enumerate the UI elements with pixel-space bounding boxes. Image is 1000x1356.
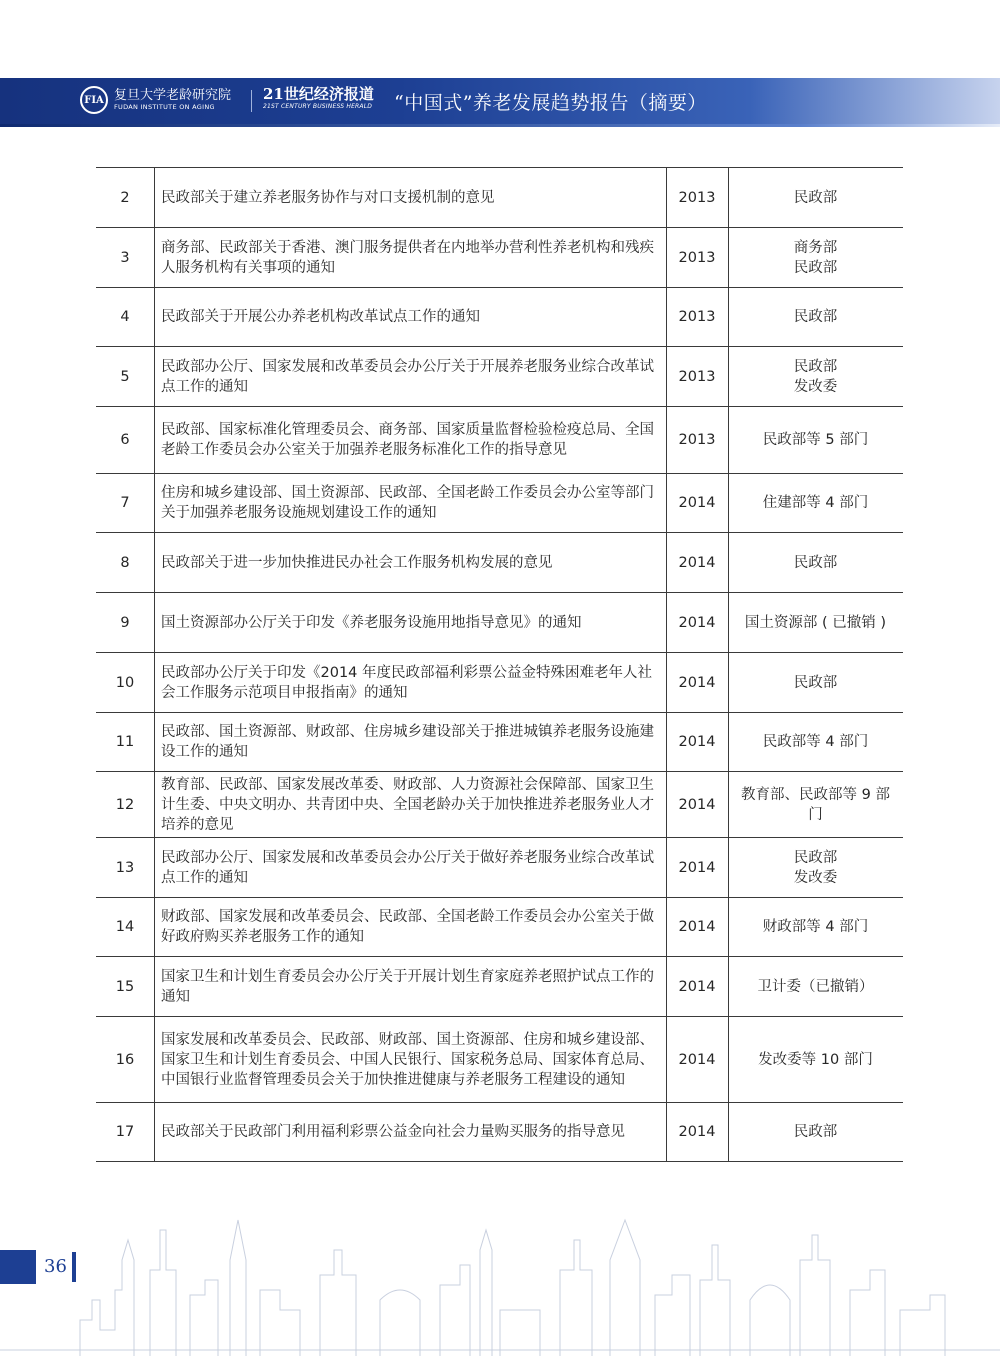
policy-title-text: 住房和城乡建设部、国土资源部、民政部、全国老龄工作委员会办公室等部门关于加强养老服务设施规划建设工作的通知 <box>161 485 654 521</box>
column-divider <box>154 653 155 712</box>
row-number <box>96 1103 154 1161</box>
policy-year-text: 2014 <box>678 1051 716 1068</box>
policy-title <box>154 407 666 473</box>
policy-title-text: 民政部、国土资源部、财政部、住房城乡建设部关于推进城镇养老服务设施建设工作的通知 <box>161 724 654 760</box>
column-divider <box>728 957 729 1016</box>
policy-title-text: 国土资源部办公厅关于印发《养老服务设施用地指导意见》的通知 <box>161 614 582 631</box>
column-divider <box>728 653 729 712</box>
policy-year <box>666 898 728 956</box>
policy-year <box>666 228 728 287</box>
policy-title <box>154 288 666 346</box>
row-number <box>96 474 154 532</box>
policy-title-text: 商务部、民政部关于香港、澳门服务提供者在内地举办营利性养老机构和残疾人服务机构有关事项的通知 <box>161 239 654 276</box>
policy-year <box>666 713 728 771</box>
column-divider <box>154 228 155 287</box>
row-number <box>96 347 154 406</box>
table-row <box>96 1016 903 1102</box>
issuing-department <box>728 288 903 346</box>
issuing-department <box>728 957 903 1016</box>
column-divider <box>666 347 667 406</box>
row-number-text: 3 <box>120 249 130 266</box>
column-divider <box>666 407 667 473</box>
newspaper-name-cn: 21世纪经济报道 <box>263 85 374 103</box>
table-row <box>96 592 903 652</box>
issuing-department <box>728 474 903 532</box>
column-divider <box>666 772 667 837</box>
issuing-department-text: 发改委等 10 部门 <box>758 1051 873 1068</box>
column-divider <box>728 593 729 652</box>
column-divider <box>728 407 729 473</box>
header-divider <box>251 90 252 112</box>
policy-year <box>666 957 728 1016</box>
issuing-department <box>728 838 903 897</box>
policy-year-text: 2014 <box>678 919 716 935</box>
policy-year-text: 2014 <box>678 554 716 571</box>
logo-text: FIA <box>84 94 104 106</box>
page-number-bar <box>0 1250 36 1284</box>
issuing-department-text: 民政部 <box>793 309 838 325</box>
policy-year-text: 2014 <box>678 859 716 876</box>
column-divider <box>154 957 155 1016</box>
row-number <box>96 168 154 227</box>
column-divider <box>728 533 729 592</box>
row-number <box>96 288 154 346</box>
column-divider <box>728 228 729 287</box>
table-row <box>96 712 903 771</box>
table-row <box>96 837 903 897</box>
table-row <box>96 346 903 406</box>
newspaper-name <box>263 86 374 111</box>
issuing-department <box>728 593 903 652</box>
policy-year-text: 2013 <box>678 368 716 385</box>
policy-title <box>154 228 666 287</box>
policy-title-text: 教育部、民政部、国家发展改革委、财政部、人力资源社会保障部、国家卫生计生委、中央文明办、共青团中央、全国老龄办关于加快推进养老服务业人才培养的意见 <box>161 776 654 833</box>
report-title: “中国式”养老发展趋势报告（摘要） <box>394 92 707 114</box>
column-divider <box>728 898 729 956</box>
row-number-text: 6 <box>120 432 130 448</box>
policy-year <box>666 347 728 406</box>
row-number-text: 15 <box>115 978 135 995</box>
policy-title-text: 财政部、国家发展和改革委员会、民政部、全国老龄工作委员会办公室关于做好政府购买养老服务工作的通知 <box>161 909 654 945</box>
table-row <box>96 287 903 346</box>
policy-year-text: 2013 <box>678 432 716 448</box>
policy-table <box>96 167 903 1162</box>
row-number-text: 4 <box>120 309 130 325</box>
column-divider <box>728 838 729 897</box>
row-number <box>96 957 154 1016</box>
newspaper-name-en: 21ST CENTURY BUSINESS HERALD <box>263 103 373 110</box>
policy-year <box>666 593 728 652</box>
policy-title <box>154 957 666 1016</box>
issuing-department-text: 民政部 发改委 <box>793 358 838 395</box>
row-number-text: 13 <box>115 859 135 876</box>
policy-year-text: 2014 <box>678 495 716 511</box>
row-number <box>96 593 154 652</box>
institute-name-cn: 复旦大学老龄研究院 <box>114 88 232 103</box>
row-number-text: 14 <box>115 919 135 935</box>
policy-title <box>154 772 666 837</box>
issuing-department-text: 民政部 <box>793 1124 838 1140</box>
issuing-department-text: 民政部 发改委 <box>793 849 838 886</box>
issuing-department <box>728 168 903 227</box>
policy-title <box>154 1017 666 1102</box>
row-number <box>96 407 154 473</box>
column-divider <box>666 168 667 227</box>
table-row <box>96 473 903 532</box>
header-underline <box>0 124 1000 127</box>
issuing-department <box>728 713 903 771</box>
policy-title-text: 国家发展和改革委员会、民政部、财政部、国土资源部、住房和城乡建设部、国家卫生和计划生育委员会、中国人民银行、国家税务总局、国家体育总局、中国银行业监督管理委员会关于加快推进健康与养老服务工程建设的通知 <box>161 1031 654 1088</box>
column-divider <box>666 288 667 346</box>
policy-title-text: 民政部关于开展公办养老机构改革试点工作的通知 <box>161 309 480 325</box>
row-number-text: 5 <box>120 368 130 385</box>
row-number-text: 7 <box>120 495 130 511</box>
policy-year <box>666 838 728 897</box>
column-divider <box>154 838 155 897</box>
column-divider <box>154 168 155 227</box>
issuing-department-text: 住建部等 4 部门 <box>762 495 869 511</box>
issuing-department-text: 卫计委（已撤销） <box>757 978 874 995</box>
policy-year-text: 2014 <box>678 674 716 691</box>
policy-title <box>154 653 666 712</box>
issuing-department-text: 民政部 <box>793 674 838 691</box>
row-number <box>96 898 154 956</box>
column-divider <box>728 288 729 346</box>
policy-title-text: 民政部、国家标准化管理委员会、商务部、国家质量监督检验检疫总局、全国老龄工作委员会办公室关于加强养老服务标准化工作的指导意见 <box>161 422 654 458</box>
policy-year-text: 2013 <box>678 249 716 266</box>
row-number-text: 11 <box>115 734 135 750</box>
policy-year <box>666 1103 728 1161</box>
policy-title <box>154 593 666 652</box>
row-number <box>96 653 154 712</box>
table-row <box>96 532 903 592</box>
institute-name-en: FUDAN INSTITUTE ON AGING <box>114 103 215 111</box>
issuing-department <box>728 407 903 473</box>
column-divider <box>728 347 729 406</box>
column-divider <box>154 407 155 473</box>
table-row <box>96 956 903 1016</box>
policy-title <box>154 168 666 227</box>
column-divider <box>728 168 729 227</box>
row-number <box>96 838 154 897</box>
issuing-department-text: 教育部、民政部等 9 部门 <box>741 786 890 823</box>
page-number-accent <box>72 1252 76 1282</box>
policy-year <box>666 407 728 473</box>
table-row <box>96 897 903 956</box>
issuing-department <box>728 533 903 592</box>
row-number-text: 10 <box>115 674 135 691</box>
column-divider <box>666 957 667 1016</box>
page-number: 36 <box>44 1256 67 1277</box>
policy-year-text: 2014 <box>678 978 716 995</box>
policy-title-text: 民政部办公厅关于印发《2014 年度民政部福利彩票公益金特殊困难老年人社会工作服务示范项目申报指南》的通知 <box>161 664 653 701</box>
column-divider <box>154 1017 155 1102</box>
table-row <box>96 227 903 287</box>
policy-title-text: 民政部办公厅、国家发展和改革委员会办公厅关于开展养老服务业综合改革试点工作的通知 <box>161 358 654 395</box>
column-divider <box>154 593 155 652</box>
issuing-department <box>728 898 903 956</box>
city-skyline-illustration <box>0 1200 1000 1356</box>
policy-year-text: 2014 <box>678 734 716 750</box>
issuing-department <box>728 772 903 837</box>
policy-title-text: 民政部关于建立养老服务协作与对口支援机制的意见 <box>161 189 495 206</box>
policy-year-text: 2014 <box>678 614 716 631</box>
policy-year <box>666 474 728 532</box>
column-divider <box>666 838 667 897</box>
issuing-department <box>728 653 903 712</box>
column-divider <box>728 1103 729 1161</box>
column-divider <box>154 347 155 406</box>
column-divider <box>666 593 667 652</box>
issuing-department <box>728 347 903 406</box>
issuing-department-text: 国土资源部 ( 已撤销 ) <box>744 614 887 631</box>
row-number-text: 12 <box>115 796 135 813</box>
institute-name <box>114 88 231 112</box>
column-divider <box>728 713 729 771</box>
column-divider <box>666 653 667 712</box>
policy-title <box>154 533 666 592</box>
policy-title <box>154 838 666 897</box>
column-divider <box>666 898 667 956</box>
issuing-department-text: 民政部 <box>793 189 838 206</box>
issuing-department-text: 财政部等 4 部门 <box>762 919 869 935</box>
policy-year-text: 2013 <box>678 189 716 206</box>
column-divider <box>154 713 155 771</box>
issuing-department <box>728 1103 903 1161</box>
row-number-text: 2 <box>120 189 130 206</box>
issuing-department-text: 民政部等 4 部门 <box>762 734 869 750</box>
column-divider <box>666 533 667 592</box>
table-row <box>96 167 903 227</box>
policy-year <box>666 653 728 712</box>
table-row <box>96 652 903 712</box>
row-number-text: 8 <box>120 554 130 571</box>
policy-title-text: 民政部关于进一步加快推进民办社会工作服务机构发展的意见 <box>161 554 553 571</box>
policy-year <box>666 1017 728 1102</box>
row-number <box>96 228 154 287</box>
institute-logo <box>80 86 108 114</box>
column-divider <box>666 1017 667 1102</box>
issuing-department-text: 民政部等 5 部门 <box>762 432 869 448</box>
column-divider <box>666 228 667 287</box>
column-divider <box>666 474 667 532</box>
row-number <box>96 713 154 771</box>
policy-year-text: 2014 <box>678 1124 716 1140</box>
column-divider <box>154 772 155 837</box>
row-number-text: 9 <box>120 614 130 631</box>
policy-year <box>666 288 728 346</box>
policy-year-text: 2014 <box>678 796 716 813</box>
column-divider <box>154 898 155 956</box>
column-divider <box>154 1103 155 1161</box>
policy-title <box>154 347 666 406</box>
issuing-department-text: 商务部 民政部 <box>793 239 838 276</box>
column-divider <box>154 288 155 346</box>
table-row <box>96 1102 903 1162</box>
row-number-text: 17 <box>115 1124 135 1140</box>
policy-title-text: 民政部办公厅、国家发展和改革委员会办公厅关于做好养老服务业综合改革试点工作的通知 <box>161 849 654 886</box>
row-number <box>96 1017 154 1102</box>
policy-year <box>666 772 728 837</box>
issuing-department <box>728 1017 903 1102</box>
policy-year <box>666 533 728 592</box>
column-divider <box>154 474 155 532</box>
policy-year-text: 2013 <box>678 309 716 325</box>
table-row <box>96 406 903 473</box>
policy-title <box>154 474 666 532</box>
column-divider <box>154 533 155 592</box>
table-row <box>96 771 903 837</box>
policy-title-text: 民政部关于民政部门利用福利彩票公益金向社会力量购买服务的指导意见 <box>161 1124 625 1140</box>
row-number-text: 16 <box>115 1051 135 1068</box>
column-divider <box>728 1017 729 1102</box>
policy-title <box>154 898 666 956</box>
column-divider <box>666 713 667 771</box>
policy-title-text: 国家卫生和计划生育委员会办公厅关于开展计划生育家庭养老照护试点工作的通知 <box>161 968 654 1005</box>
policy-title <box>154 713 666 771</box>
policy-year <box>666 168 728 227</box>
issuing-department <box>728 228 903 287</box>
row-number <box>96 533 154 592</box>
policy-title <box>154 1103 666 1161</box>
issuing-department-text: 民政部 <box>793 554 838 571</box>
column-divider <box>666 1103 667 1161</box>
column-divider <box>728 772 729 837</box>
row-number <box>96 772 154 837</box>
column-divider <box>728 474 729 532</box>
